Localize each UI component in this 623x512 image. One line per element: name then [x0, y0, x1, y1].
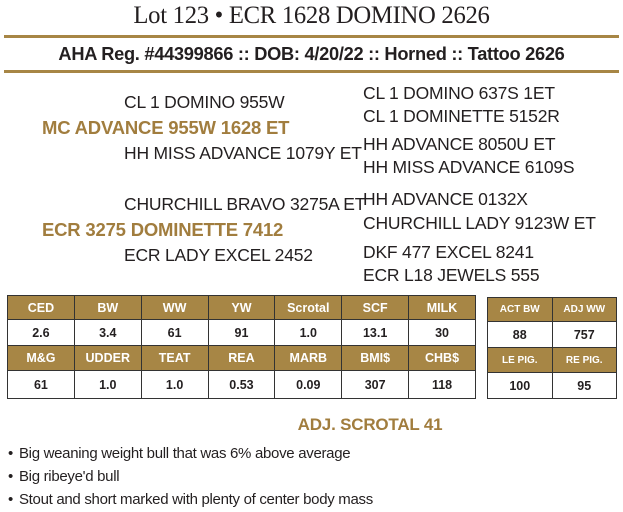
epd-header: M&G	[8, 346, 75, 371]
epd-value: 1.0	[275, 320, 342, 346]
epd-value: 30	[409, 320, 476, 346]
epd-header: WW	[141, 296, 208, 320]
lot-title: Lot 123 • ECR 1628 DOMINO 2626	[133, 2, 490, 29]
epd-header: MILK	[409, 296, 476, 320]
list-item	[8, 488, 373, 511]
pedigree-dam: ECR 3275 DOMINETTE 7412	[42, 219, 284, 240]
epd-value: 0.53	[208, 371, 275, 399]
pedigree-sire: MC ADVANCE 955W 1628 ET	[42, 117, 290, 138]
epd-header: REA	[208, 346, 275, 371]
bullet-icon: •	[8, 445, 13, 462]
epd-header: BW	[74, 296, 141, 320]
highlights-list	[8, 442, 373, 511]
epd-value: 1.0	[141, 371, 208, 399]
adj-scrotal: ADJ. SCROTAL 41	[297, 415, 443, 434]
registration-line: AHA Reg. #44399866 :: DOB: 4/20/22 :: Horned :: Tattoo 2626	[58, 43, 565, 64]
pedigree-ds-sire: HH ADVANCE 0132X	[363, 189, 528, 209]
bullet-text: Stout and short marked with plenty of center body mass	[18, 491, 373, 508]
epd-header: YW	[208, 296, 275, 320]
bullet-text: Big weaning weight bull that was 6% above average	[18, 445, 351, 462]
gold-divider-bottom	[4, 70, 619, 73]
actual-header: LE PIG.	[488, 348, 553, 373]
epd-header: UDDER	[74, 346, 141, 371]
epd-value: 1.0	[74, 371, 141, 399]
actual-value: 88	[488, 322, 553, 348]
actual-value: 757	[552, 322, 617, 348]
actual-value: 100	[488, 373, 553, 399]
pedigree-dd-sire: DKF 477 EXCEL 8241	[363, 242, 534, 262]
actual-header: ACT BW	[488, 298, 553, 322]
epd-header: TEAT	[141, 346, 208, 371]
pedigree-sd-sire: HH ADVANCE 8050U ET	[363, 134, 556, 154]
epd-value: 307	[342, 371, 409, 399]
list-item	[8, 442, 373, 465]
epd-value: 61	[141, 320, 208, 346]
epd-header: CED	[8, 296, 75, 320]
list-item	[8, 465, 373, 488]
pedigree-ss-dam: CL 1 DOMINETTE 5152R	[363, 106, 560, 126]
pedigree-dam-dam: ECR LADY EXCEL 2452	[124, 245, 313, 265]
epd-value: 13.1	[342, 320, 409, 346]
actual-value: 95	[552, 373, 617, 399]
actual-header: RE PIG.	[552, 348, 617, 373]
epd-header: Scrotal	[275, 296, 342, 320]
pedigree-dam-sire: CHURCHILL BRAVO 3275A ET	[124, 194, 366, 214]
epd-header: SCF	[342, 296, 409, 320]
epd-value: 2.6	[8, 320, 75, 346]
gold-divider-top	[4, 35, 619, 38]
epd-value: 3.4	[74, 320, 141, 346]
pedigree-sire-dam: HH MISS ADVANCE 1079Y ET	[124, 143, 362, 163]
pedigree-dd-dam: ECR L18 JEWELS 555	[363, 265, 540, 285]
bullet-icon: •	[8, 468, 13, 485]
actuals-table	[487, 297, 617, 399]
bullet-icon: •	[8, 491, 13, 508]
pedigree-sire-sire: CL 1 DOMINO 955W	[124, 92, 285, 112]
pedigree-sd-dam: HH MISS ADVANCE 6109S	[363, 157, 575, 177]
epd-value: 0.09	[275, 371, 342, 399]
epd-header: CHB$	[409, 346, 476, 371]
epd-value: 91	[208, 320, 275, 346]
epd-header: BMI$	[342, 346, 409, 371]
epd-header: MARB	[275, 346, 342, 371]
pedigree-ds-dam: CHURCHILL LADY 9123W ET	[363, 213, 596, 233]
bullet-text: Big ribeye'd bull	[18, 468, 120, 485]
epd-value: 118	[409, 371, 476, 399]
epd-table	[7, 295, 476, 399]
epd-value: 61	[8, 371, 75, 399]
pedigree-ss-sire: CL 1 DOMINO 637S 1ET	[363, 83, 555, 103]
actual-header: ADJ WW	[552, 298, 617, 322]
